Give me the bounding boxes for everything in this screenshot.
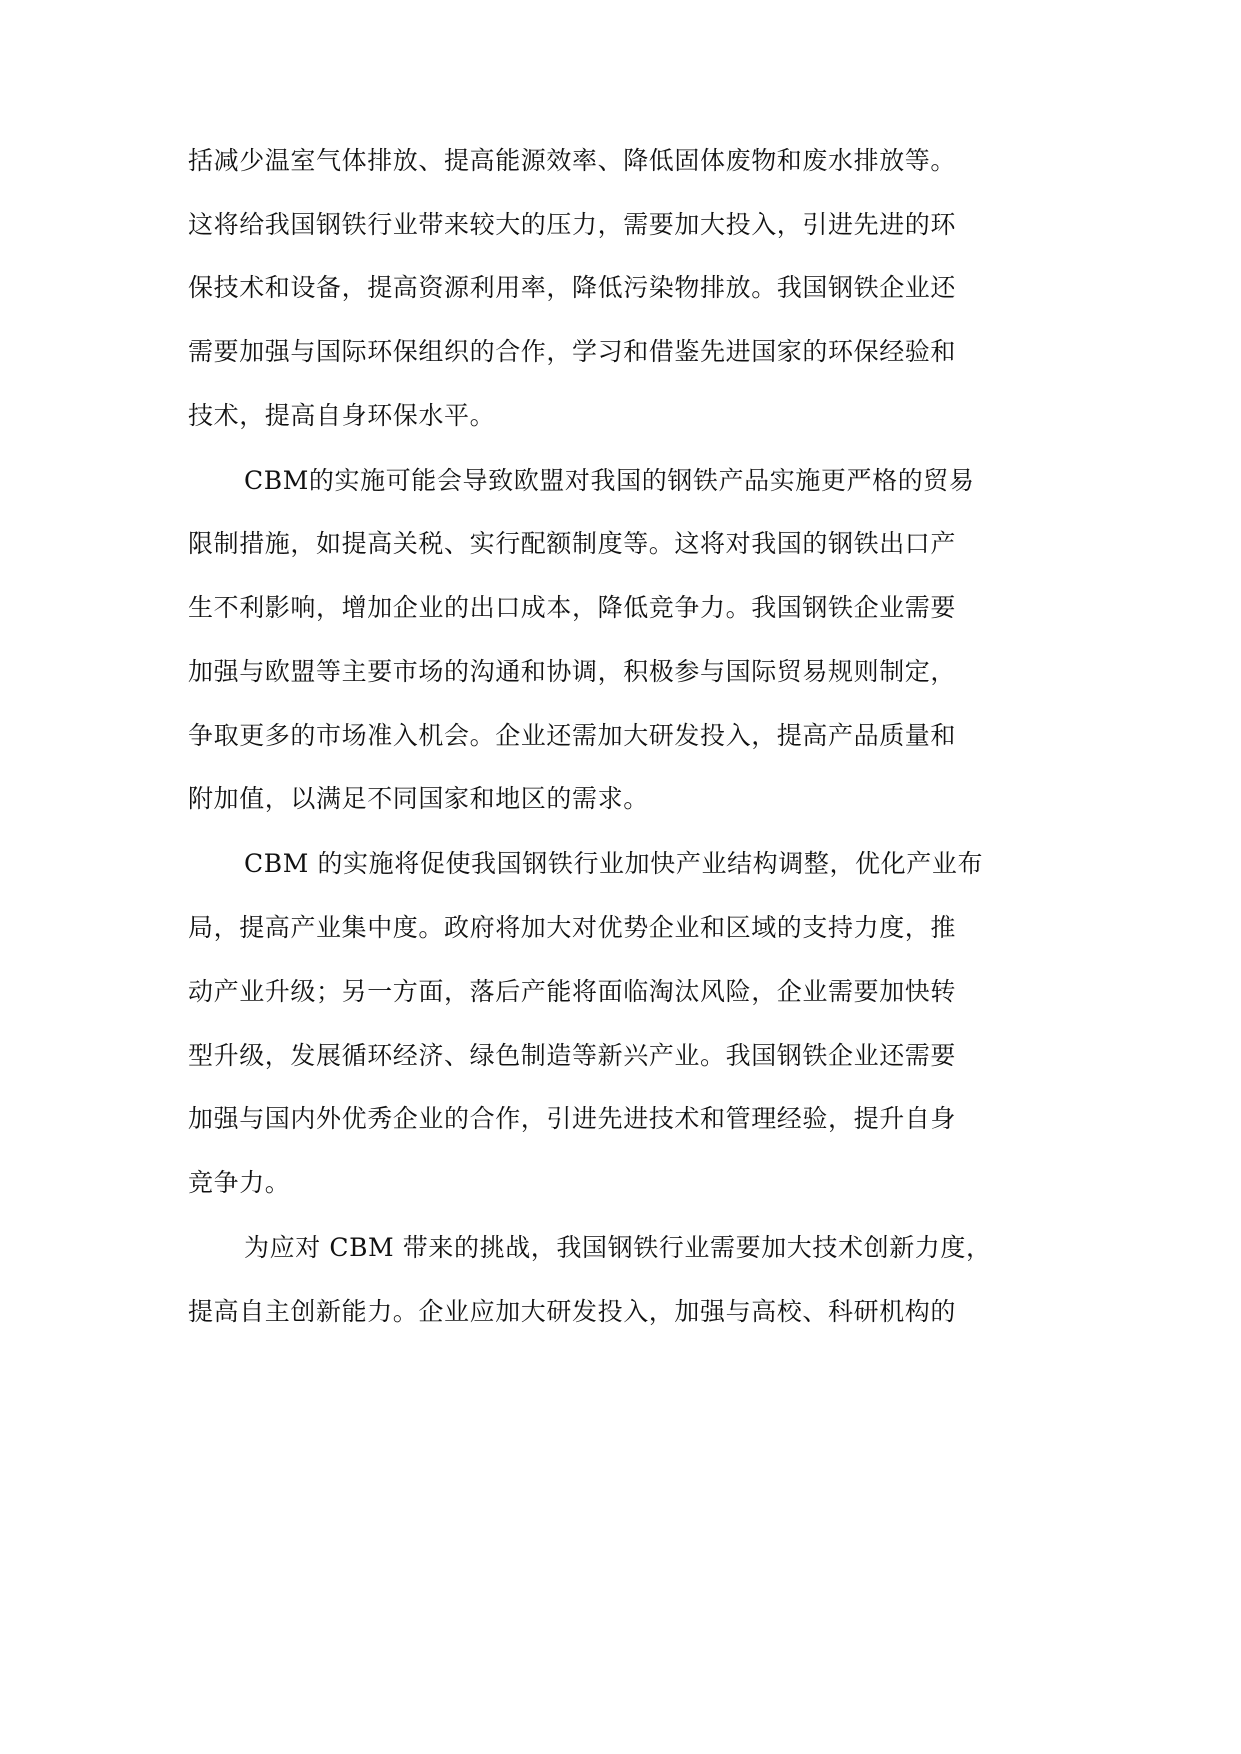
text-line: 动产业升级；另一方面，落后产能将面临淘汰风险，企业需要加快转 [188, 977, 957, 1006]
text-line: 括减少温室气体排放、提高能源效率、降低固体废物和废水排放等。 [188, 146, 957, 175]
text-line: 限制措施，如提高关税、实行配额制度等。这将对我国的钢铁出口产 [188, 529, 957, 558]
paragraph-start-line: CBM 的实施将促使我国钢铁行业加快产业结构调整，优化产业布 [244, 849, 984, 878]
paragraph-start-line: 为应对 CBM 带来的挑战，我国钢铁行业需要加大技术创新力度， [244, 1233, 992, 1262]
text-line: 生不利影响，增加企业的出口成本，降低竞争力。我国钢铁企业需要 [188, 593, 957, 622]
text-line: 局，提高产业集中度。政府将加大对优势企业和区域的支持力度，推 [188, 913, 957, 942]
text-line: 加强与欧盟等主要市场的沟通和协调，积极参与国际贸易规则制定， [188, 657, 957, 686]
text-line: 加强与国内外优秀企业的合作，引进先进技术和管理经验，提升自身 [188, 1104, 957, 1133]
text-line: 需要加强与国际环保组织的合作，学习和借鉴先进国家的环保经验和 [188, 337, 957, 366]
text-line: 提高自主创新能力。企业应加大研发投入，加强与高校、科研机构的 [188, 1297, 957, 1326]
text-line: 争取更多的市场准入机会。企业还需加大研发投入，提高产品质量和 [188, 721, 957, 750]
text-line: 保技术和设备，提高资源利用率，降低污染物排放。我国钢铁企业还 [188, 273, 957, 302]
text-line: 技术，提高自身环保水平。 [188, 401, 496, 430]
text-line: 附加值，以满足不同国家和地区的需求。 [188, 784, 649, 813]
text-line: 这将给我国钢铁行业带来较大的压力，需要加大投入，引进先进的环 [188, 210, 957, 239]
text-line: 竞争力。 [188, 1168, 291, 1197]
paragraph-start-line: CBM的实施可能会导致欧盟对我国的钢铁产品实施更严格的贸易 [244, 466, 975, 495]
text-line: 型升级，发展循环经济、绿色制造等新兴产业。我国钢铁企业还需要 [188, 1041, 957, 1070]
